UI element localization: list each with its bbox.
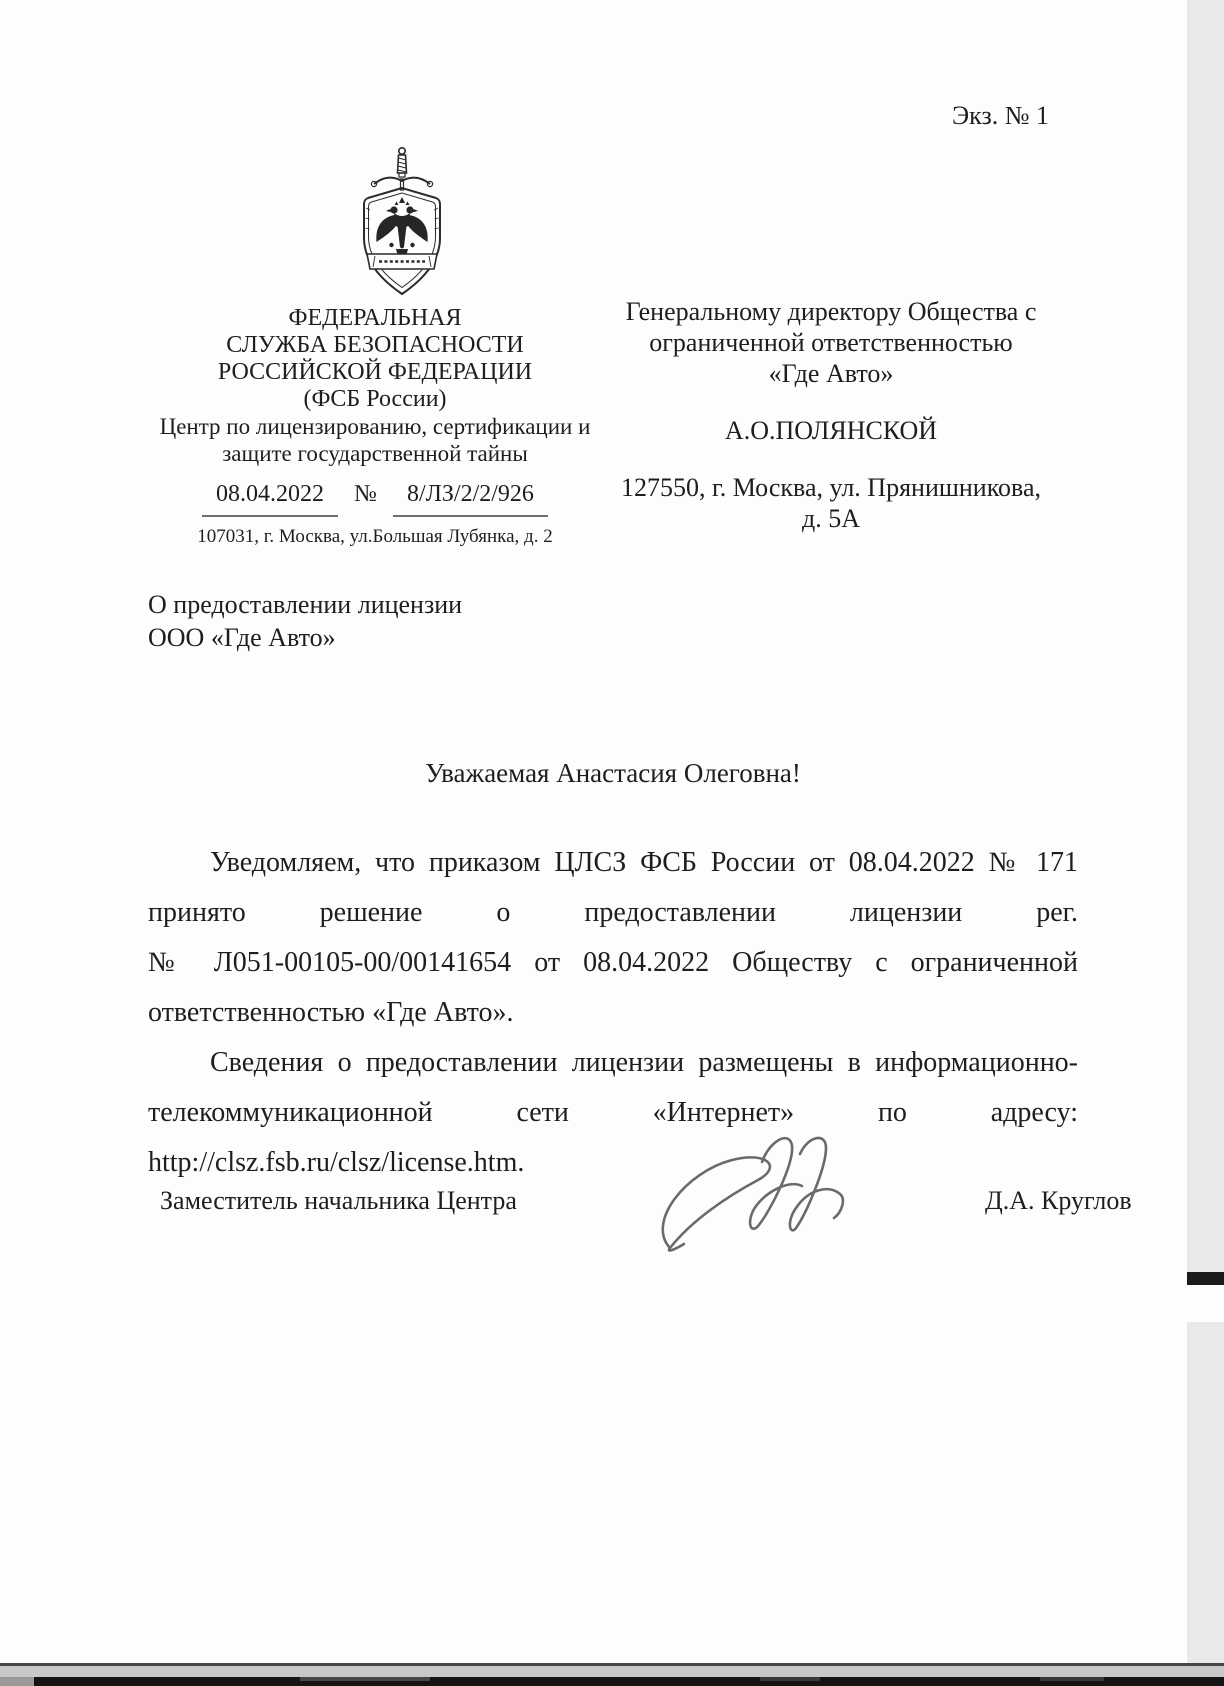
scan-edge-patch [0, 1677, 34, 1686]
body-paragraph-2 [148, 1038, 1078, 1188]
scan-edge-dash [1187, 1272, 1224, 1285]
scan-edge-gap [1187, 1285, 1224, 1322]
scan-edge-patch [760, 1677, 820, 1681]
fsb-emblem-icon [352, 146, 452, 298]
scan-edge-bottom-grey [0, 1666, 1224, 1677]
scan-edge-bottom-black [0, 1677, 1224, 1686]
subject-block [148, 588, 462, 654]
letter-body [148, 838, 1078, 1188]
subject-line: ООО «Где Авто» [148, 623, 336, 652]
scan-edge-patch [1040, 1677, 1104, 1681]
subject-line: О предоставлении лицензии [148, 590, 463, 619]
recipient-address-line: 127550, г. Москва, ул. Прянишникова, [620, 473, 1042, 502]
body-p2-text: Сведения о предоставлении лицензии размещены в информационно-телекоммуникационной сети «Интернет» по адресу: [148, 1047, 1078, 1128]
license-number: Л051-00105-00/00141654 [213, 947, 512, 978]
recipient-address [588, 472, 1074, 534]
sender-org-line: РОССИЙСКОЙ ФЕДЕРАЦИИ [217, 359, 533, 385]
signer-name: Д.А. Круглов [985, 1186, 1132, 1215]
sender-org-line: СЛУЖБА БЕЗОПАСНОСТИ [226, 332, 524, 358]
sender-centre-line: Центр по лицензированию, сертификации и [159, 414, 591, 439]
body-p1-text: Уведомляем, что приказом ЦЛСЗ ФСБ России от 08.04.2022 № 171 принято решение о предоставлении лицензии рег. № [148, 847, 1078, 978]
doc-number: 8/ЛЗ/2/2/926 [393, 479, 548, 517]
scan-edge-right [1187, 0, 1224, 1686]
recipient-line: ограниченной ответственностью [649, 328, 1013, 357]
sender-org-line: (ФСБ России) [303, 386, 447, 412]
doc-date-row [130, 479, 620, 517]
signer-position-title: Заместитель начальника Центра [160, 1186, 517, 1215]
sender-centre-line: защите государственной тайны [222, 441, 528, 466]
signature-icon [650, 1120, 860, 1280]
sender-org-line: ФЕДЕРАЛЬНАЯ [288, 305, 462, 331]
sender-block [130, 305, 620, 549]
recipient-line: «Где Авто» [768, 359, 894, 388]
body-paragraph-1 [148, 838, 1078, 1038]
body-p1-text-after: от 08.04.2022 Обществу с ограниченной ответственностью «Где Авто». [148, 947, 1079, 1028]
doc-date: 08.04.2022 [202, 479, 338, 517]
sender-address: 107031, г. Москва, ул.Большая Лубянка, д. 2 [197, 526, 553, 547]
copy-number-label: Экз. № 1 [952, 101, 1050, 130]
recipient-name: А.О.ПОЛЯНСКОЙ [724, 416, 938, 445]
license-url: http://clsz.fsb.ru/clsz/license.htm. [148, 1147, 525, 1178]
salutation: Уважаемая Анастасия Олеговна! [425, 758, 801, 788]
recipient-address-line: д. 5А [801, 504, 860, 533]
recipient-line: Генеральному директору Общества с [625, 297, 1037, 326]
number-sign: № [354, 481, 377, 507]
recipient-block [588, 296, 1074, 534]
scan-edge-patch [300, 1677, 430, 1681]
